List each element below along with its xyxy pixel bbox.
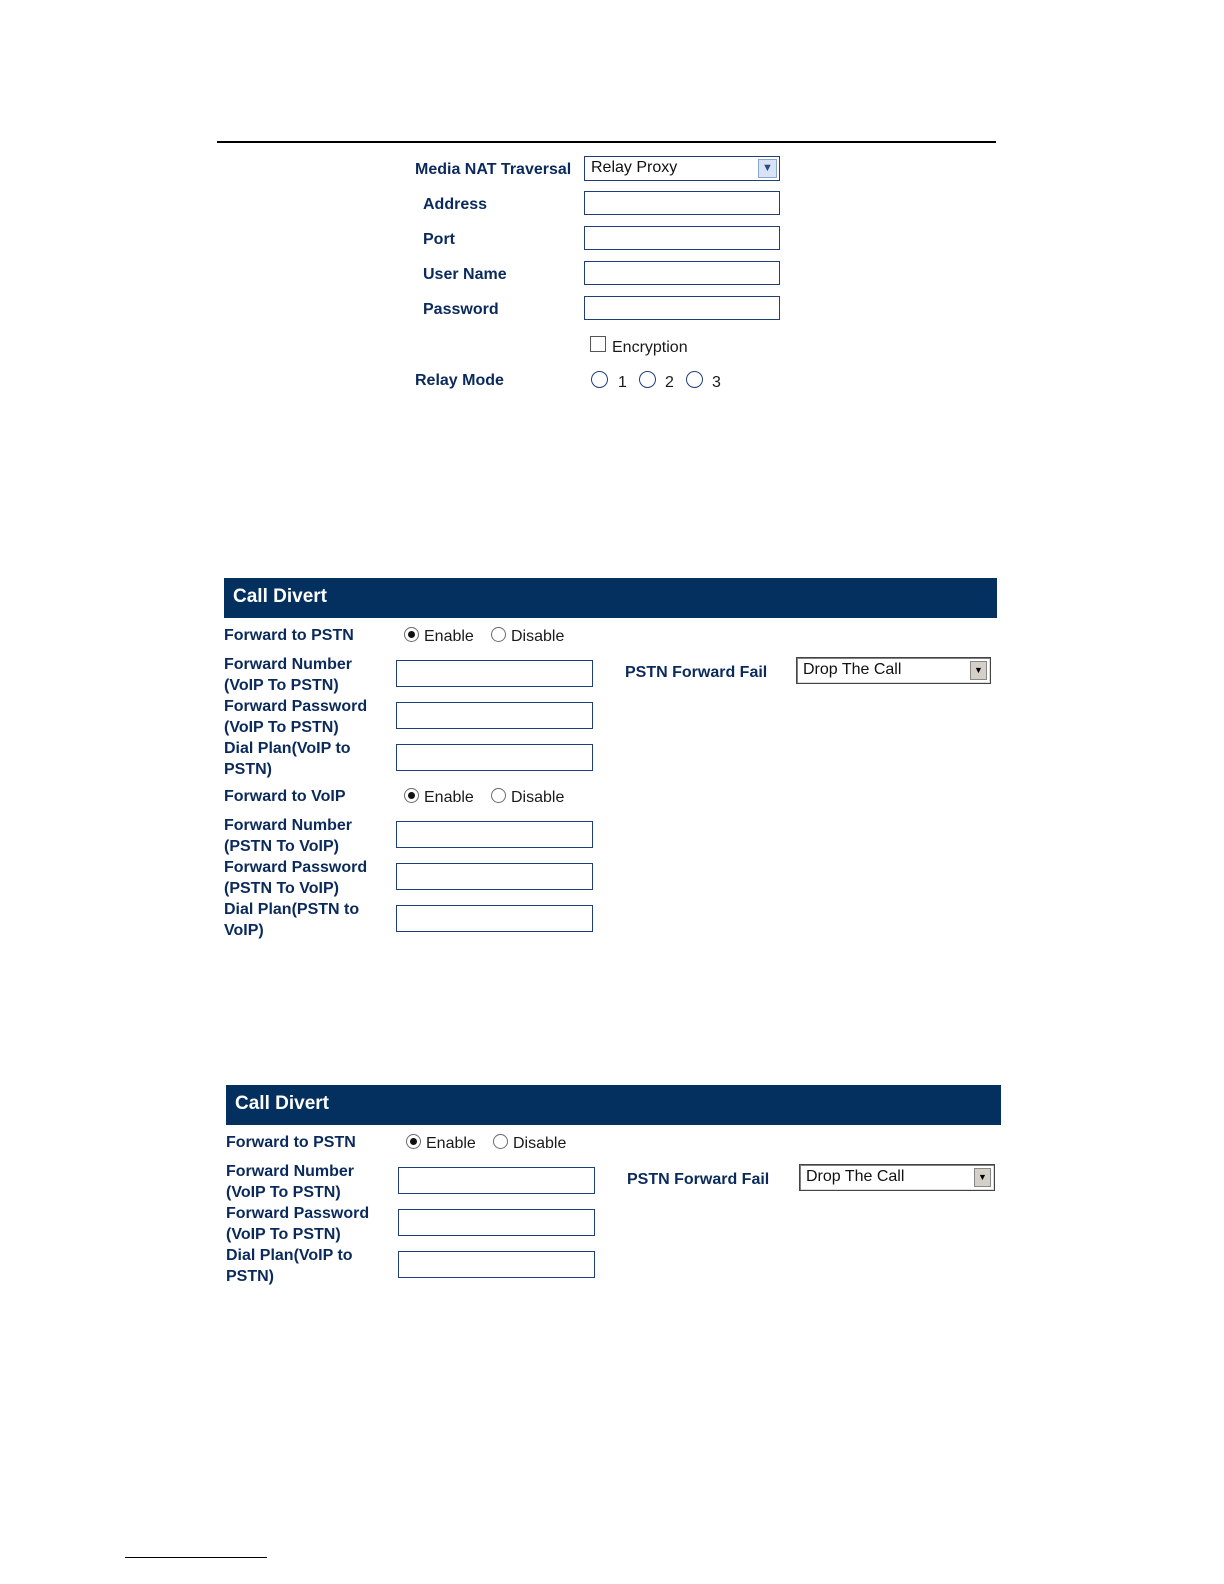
forward-to-pstn-enable-radio-2[interactable] [406,1134,421,1149]
forward-number-voip-label-line2: (VoIP To PSTN) [224,677,339,694]
forward-to-voip-disable-label: Disable [511,789,565,806]
forward-number-voip-input[interactable] [396,660,593,687]
forward-password-voip-input-2[interactable] [398,1209,595,1236]
dial-plan-voip-label-line1: Dial Plan(VoIP to [224,740,351,757]
forward-password-pstn-label-line1: Forward Password [224,859,368,876]
pstn-forward-fail-select[interactable] [796,657,991,684]
chevron-down-icon[interactable]: ▼ [970,661,987,680]
media-nat-value: Relay Proxy [591,159,678,176]
address-input[interactable] [584,191,780,215]
relay-mode-option-2: 2 [665,374,674,391]
pstn-forward-fail-label-2: PSTN Forward Fail [627,1171,770,1188]
forward-to-pstn-disable-radio[interactable] [491,627,506,642]
forward-to-pstn-label-2: Forward to PSTN [226,1134,356,1151]
dial-plan-pstn-label-line1: Dial Plan(PSTN to [224,901,360,918]
relay-mode-radio-3[interactable] [686,371,703,388]
chevron-down-icon[interactable]: ▼ [974,1168,991,1187]
relay-mode-option-1: 1 [618,374,627,391]
port-input[interactable] [584,226,780,250]
dial-plan-voip-label-line2-2: PSTN) [226,1268,274,1285]
encryption-label: Encryption [612,339,688,356]
forward-number-voip-label-line1-2: Forward Number [226,1163,355,1180]
username-label: User Name [423,266,507,283]
forward-to-pstn-enable-label: Enable [424,628,474,645]
forward-password-voip-label-line1-2: Forward Password [226,1205,370,1222]
forward-number-pstn-input[interactable] [396,821,593,848]
forward-to-voip-enable-label: Enable [424,789,474,806]
password-label: Password [423,301,499,318]
address-label: Address [423,196,488,213]
forward-to-voip-disable-radio[interactable] [491,788,506,803]
forward-password-voip-label-line2: (VoIP To PSTN) [224,719,339,736]
relay-mode-radio-2[interactable] [639,371,656,388]
forward-password-pstn-input[interactable] [396,863,593,890]
relay-mode-radio-1[interactable] [591,371,608,388]
dial-plan-voip-input[interactable] [396,744,593,771]
forward-number-pstn-label-line2: (PSTN To VoIP) [224,838,339,855]
dial-plan-pstn-label-line2: VoIP) [224,922,264,939]
forward-to-voip-enable-radio[interactable] [404,788,419,803]
call-divert-header: Call Divert [224,578,997,618]
forward-to-pstn-label: Forward to PSTN [224,627,354,644]
port-label: Port [423,231,455,248]
password-input[interactable] [584,296,780,320]
media-nat-label: Media NAT Traversal [415,161,572,178]
forward-to-voip-label: Forward to VoIP [224,788,346,805]
call-divert-header-2: Call Divert [226,1085,1001,1125]
pstn-forward-fail-value-2: Drop The Call [806,1168,905,1185]
relay-mode-option-3: 3 [712,374,721,391]
top-divider [217,141,996,143]
pstn-forward-fail-select-2[interactable] [799,1164,995,1191]
forward-to-pstn-disable-radio-2[interactable] [493,1134,508,1149]
chevron-down-icon[interactable]: ▼ [758,159,777,178]
forward-number-voip-label-line1: Forward Number [224,656,353,673]
relay-mode-label: Relay Mode [415,372,504,389]
dial-plan-voip-input-2[interactable] [398,1251,595,1278]
forward-password-pstn-label-line2: (PSTN To VoIP) [224,880,339,897]
forward-number-voip-input-2[interactable] [398,1167,595,1194]
pstn-forward-fail-value: Drop The Call [803,661,902,678]
dial-plan-voip-label-line1-2: Dial Plan(VoIP to [226,1247,353,1264]
username-input[interactable] [584,261,780,285]
forward-password-voip-input[interactable] [396,702,593,729]
pstn-forward-fail-label: PSTN Forward Fail [625,664,768,681]
forward-number-voip-label-line2-2: (VoIP To PSTN) [226,1184,341,1201]
forward-password-voip-label-line1: Forward Password [224,698,368,715]
forward-to-pstn-enable-radio[interactable] [404,627,419,642]
forward-to-pstn-disable-label-2: Disable [513,1135,567,1152]
media-nat-select[interactable] [584,156,780,181]
forward-to-pstn-enable-label-2: Enable [426,1135,476,1152]
footnote-divider [125,1557,267,1558]
dial-plan-pstn-input[interactable] [396,905,593,932]
forward-number-pstn-label-line1: Forward Number [224,817,353,834]
dial-plan-voip-label-line2: PSTN) [224,761,272,778]
encryption-checkbox[interactable] [590,336,606,352]
forward-to-pstn-disable-label: Disable [511,628,565,645]
forward-password-voip-label-line2-2: (VoIP To PSTN) [226,1226,341,1243]
